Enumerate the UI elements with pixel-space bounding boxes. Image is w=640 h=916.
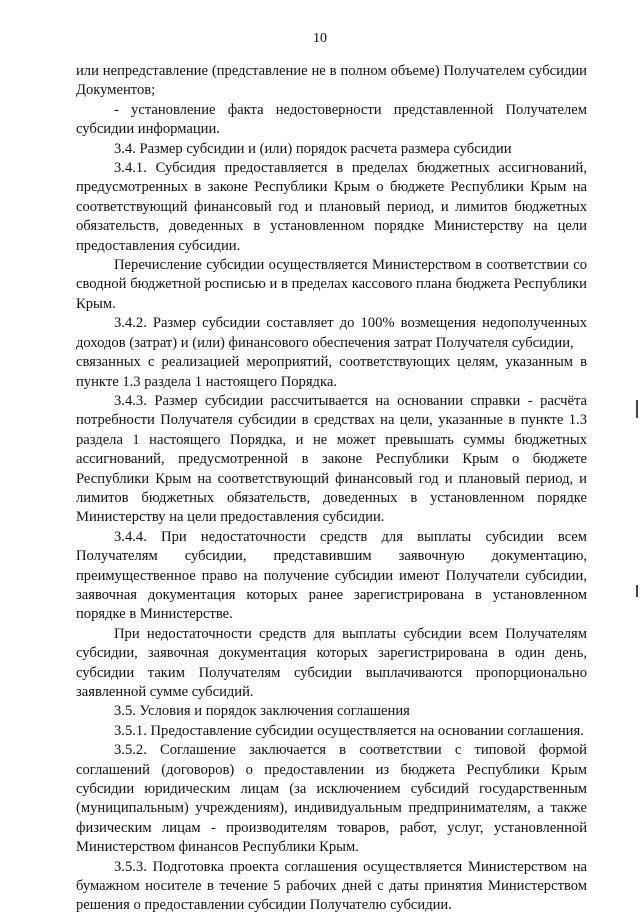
paragraph-3-4-4: 3.4.4. При недостаточности средств для выплаты субсидии всем Получателям субсидии, представившим заявочную документацию, преимущественное право на получение субсидии имеют Получатели субсидии, заявочная документация которых ранее зарегистрирована в установленном порядке в Министерстве. bbox=[76, 528, 587, 623]
paragraph-3-4-3: 3.4.3. Размер субсидии рассчитывается на основании справки - расчёта потребности Получателя субсидии в средствах на цели, указанные в пункте 1.3 раздела 1 настоящего Порядка, и не может превышать суммы бюджетных ассигнований, предусмотренной в законе Республики Крым о бюджете Республики Крым на соответствующий финансовый год и плановый период, и лимитов бюджетных обязательств, доведенных в установленном порядке Министерству на цели предоставления субсидии. bbox=[76, 392, 587, 526]
paragraph-3-5-3: 3.5.3. Подготовка проекта соглашения осуществляется Министерством на бумажном носителе в течение 5 рабочих дней с даты принятия Министерством решения о предоставлении субсидии Получателю субсидии. bbox=[76, 858, 587, 914]
scan-edge-mark bbox=[636, 585, 638, 597]
paragraph-3-4-1: 3.4.1. Субсидия предоставляется в пределах бюджетных ассигнований, предусмотренных в законе Республики Крым о бюджете Республики Крым на соответствующий финансовый год и плановый период, и лимитов бюджетных обязательств, доведенных в установленном порядке Министерству на цели предоставления субсидии. bbox=[76, 160, 587, 254]
paragraph-insufficient-funds: При недостаточности средств для выплаты субсидии всем Получателям субсидии, заявочная документация которых зарегистрирована в один день, субсидии таким Получателям субсидии выплачиваются пропорционально заявленной сумме субсидий. bbox=[76, 625, 587, 700]
paragraph-3-5-1: 3.5.1. Предоставление субсидии осуществляется на основании соглашения. bbox=[114, 722, 584, 739]
paragraph-transfer: Перечисление субсидии осуществляется Министерством в соответствии со сводной бюджетной росписью и в пределах кассового плана бюджета Республики Крым. bbox=[76, 257, 587, 312]
paragraph-list-item: - установление факта недостоверности представленной Получателем субсидии информации. bbox=[76, 101, 587, 138]
paragraph-3-5-2: 3.5.2. Соглашение заключается в соответствии с типовой формой соглашений (договоров) о предоставлении из бюджета Республики Крым субсидии юридическим лицам (за исключением субсидий государственным (муниципальным) учреждениям), индивидуальным предпринимателям, а также физическим лицам - производителям товаров, работ, услуг, установленной Министерством финансов Республики Крым. bbox=[76, 742, 587, 856]
paragraph-continuation: или непредставление (представление не в полном объеме) Получателем субсидии Документов; bbox=[76, 63, 587, 99]
paragraph-3-4-2-continued: связанных с реализацией мероприятий, соответствующих целям, указанным в пункте 1.3 раздела 1 настоящего Порядка. bbox=[76, 354, 587, 390]
document-body bbox=[76, 62, 587, 916]
scan-edge-mark bbox=[636, 400, 638, 418]
section-heading-3-4: 3.4. Размер субсидии и (или) порядок расчета размера субсидии bbox=[114, 140, 512, 157]
paragraph-3-4-2: 3.4.2. Размер субсидии составляет до 100% возмещения недополученных доходов (затрат) и (или) финансового обеспечения затрат Получателя субсидии, bbox=[76, 315, 587, 351]
section-heading-3-5: 3.5. Условия и порядок заключения соглашения bbox=[114, 703, 410, 720]
page-number: 10 bbox=[313, 31, 327, 46]
